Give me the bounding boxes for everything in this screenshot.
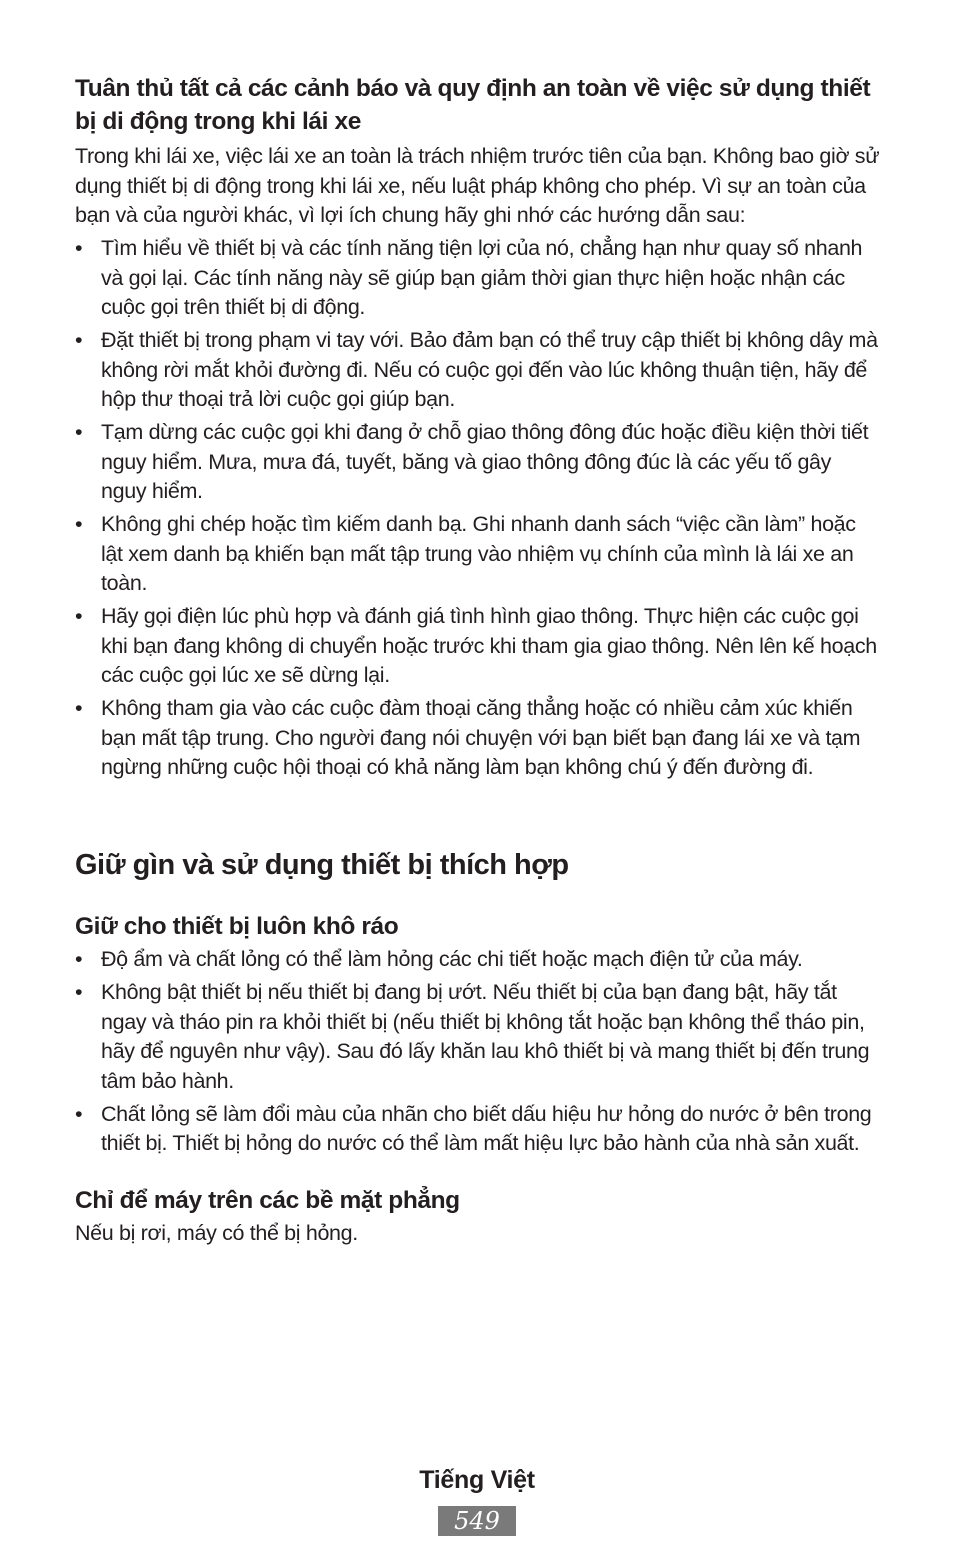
list-item: • Chất lỏng sẽ làm đổi màu của nhãn cho biết dấu hiệu hư hỏng do nước ở bên trong thiết bị. Thiết bị hỏng do nước có thể làm mất hiệu lực bảo hành của nhà sản xuất. — [75, 1101, 872, 1155]
bullet-icon: • — [75, 696, 83, 720]
bullet-icon: • — [75, 420, 83, 444]
flat-surface-heading: Chỉ để máy trên các bề mặt phẳng — [75, 1186, 460, 1214]
bullet-icon: • — [75, 1101, 83, 1126]
driving-safety-list — [75, 234, 880, 783]
list-item: • Không tham gia vào các cuộc đàm thoại căng thẳng hoặc có nhiều cảm xúc khiến bạn mất tập trung. Cho người đang nói chuyện với bạn biết bạn đang lái xe và tạm ngừng những cuộc hội thoại có khả năng làm bạn không chú ý đến đường đi. — [75, 696, 861, 779]
bullet-icon: • — [75, 947, 83, 971]
list-item: • Độ ẩm và chất lỏng có thể làm hỏng các chi tiết hoặc mạch điện tử của máy. — [75, 945, 880, 975]
bullet-icon: • — [75, 604, 83, 628]
page-content — [75, 72, 880, 1248]
bullet-icon: • — [75, 236, 83, 260]
list-item: • Không ghi chép hoặc tìm kiếm danh bạ. Ghi nhanh danh sách “việc cần làm” hoặc lật xem danh bạ khiến bạn mất tập trung vào nhiệm vụ chính của mình là lái xe an toàn. — [75, 512, 856, 595]
page-number: 549 — [438, 1506, 516, 1536]
driving-safety-intro: Trong khi lái xe, việc lái xe an toàn là trách nhiệm trước tiên của bạn. Không bao giờ sử dụng thiết bị di động trong khi lái xe, nếu luật pháp không cho phép. Vì sự an toàn của bạn và của người khác, vì lợi ích chung hãy ghi nhớ các hướng dẫn sau: — [75, 144, 880, 227]
flat-surface-text: Nếu bị rơi, máy có thể bị hỏng. — [75, 1220, 358, 1245]
driving-safety-heading: Tuân thủ tất cả các cảnh báo và quy định an toàn về việc sử dụng thiết bị di động trong khi lái xe — [75, 75, 871, 135]
list-item: • Không bật thiết bị nếu thiết bị đang bị ướt. Nếu thiết bị của bạn đang bật, hãy tắt ngay và tháo pin ra khỏi thiết bị (nếu thiết bị không tắt hoặc bạn không thể tháo pin, hãy để nguyên như vậy). Sau đó lấy khăn lau khô thiết bị và mang thiết bị đến trung tâm bảo hành. — [75, 980, 870, 1093]
list-item: • Đặt thiết bị trong phạm vi tay với. Bảo đảm bạn có thể truy cập thiết bị không dây mà không rời mắt khỏi đường đi. Nếu có cuộc gọi đến vào lúc không thuận tiện, hãy để hộp thư thoại trả lời cuộc gọi giúp bạn. — [75, 328, 878, 411]
device-care-heading: Giữ gìn và sử dụng thiết bị thích hợp — [75, 848, 569, 881]
list-item: • Tìm hiểu về thiết bị và các tính năng tiện lợi của nó, chẳng hạn như quay số nhanh và gọi lại. Các tính năng này sẽ giúp bạn giảm thời gian thực hiện hoặc nhận các cuộc gọi trên thiết bị di động. — [75, 236, 863, 319]
keep-dry-list — [75, 945, 880, 1159]
footer-language: Tiếng Việt — [419, 1466, 535, 1494]
list-item: • Hãy gọi điện lúc phù hợp và đánh giá tình hình giao thông. Thực hiện các cuộc gọi khi bạn đang không di chuyển hoặc trước khi tham gia giao thông. Nên lên kế hoạch các cuộc gọi lúc xe sẽ dừng lại. — [75, 604, 877, 687]
page-number-area — [0, 1506, 954, 1536]
list-item: • Tạm dừng các cuộc gọi khi đang ở chỗ giao thông đông đúc hoặc điều kiện thời tiết nguy hiểm. Mưa, mưa đá, tuyết, băng và giao thông đông đúc là các yếu tố gây nguy hiểm. — [75, 420, 869, 503]
keep-dry-heading: Giữ cho thiết bị luôn khô ráo — [75, 912, 399, 940]
bullet-icon: • — [75, 328, 83, 352]
bullet-icon: • — [75, 512, 83, 536]
bullet-icon: • — [75, 980, 83, 1004]
